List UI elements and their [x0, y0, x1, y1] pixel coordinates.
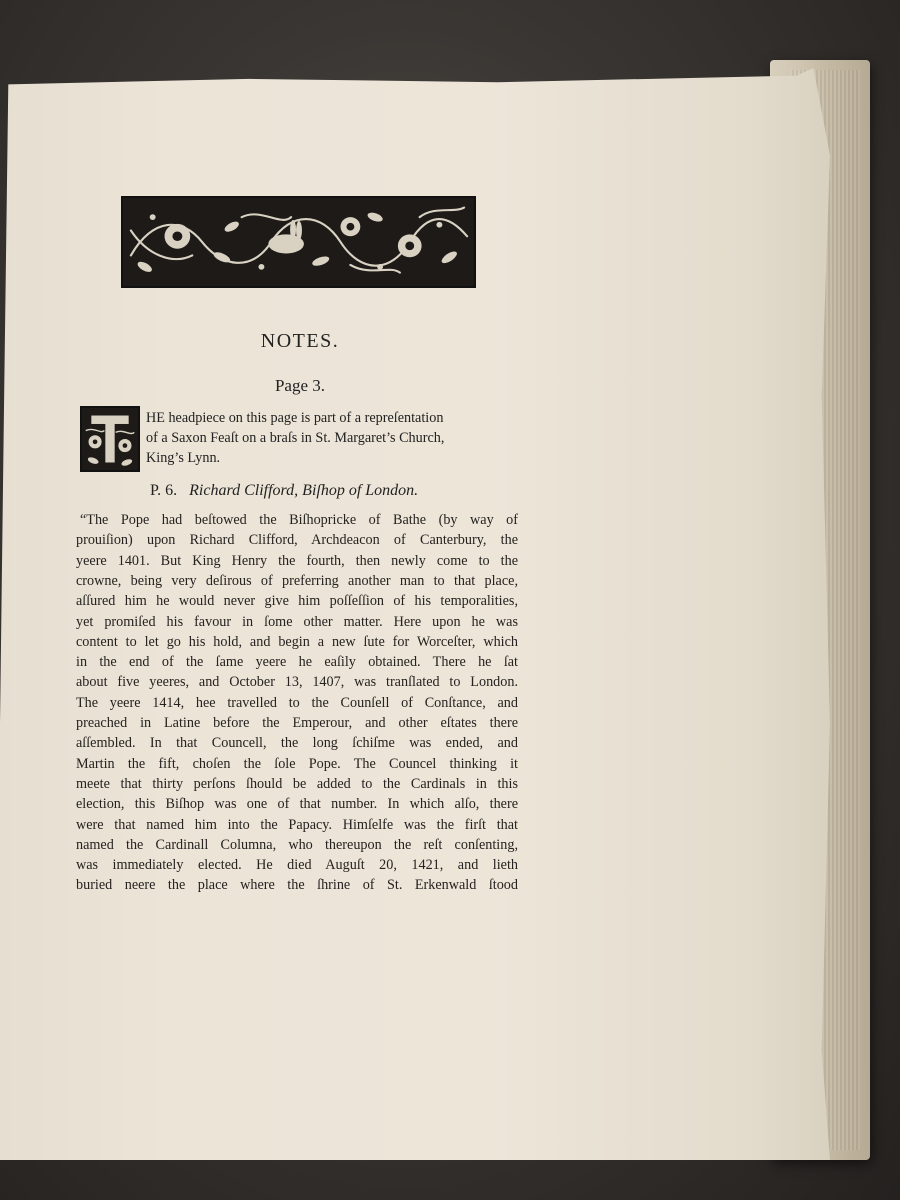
- intro-line: King’s Lynn.: [146, 450, 221, 466]
- intro-line: HE headpiece on this page is part of a repreſentation: [146, 410, 444, 426]
- body-line: yeere 1401. But King Henry the fourth, then newly come to the: [76, 552, 518, 569]
- body-line: in the end of the ſame yeere he eaſily obtained. There he ſat: [76, 654, 518, 671]
- body-line: The yeere 1414, hee travelled to the Counſell of Conſtance, and: [76, 694, 518, 711]
- body-line: crowne, being very deſirous of preferring another man to that place,: [76, 572, 518, 589]
- body-line: named the Cardinall Columna, who thereupon the reſt conſenting,: [76, 836, 518, 853]
- body-line: yet promiſed his favour in ſome other matter. Here upon he was: [76, 613, 518, 630]
- body-line: meete that thirty perſons ſhould be added to the Cardinals in this: [76, 775, 518, 792]
- intro-line: of a Saxon Feaſt on a braſs in St. Margaret’s Church,: [146, 430, 445, 446]
- drop-cap-t-ornament: [80, 406, 140, 472]
- body-line: about five yeeres, and October 13, 1407, was tranſlated to London.: [76, 674, 518, 691]
- body-line: Martin the fift, choſen the ſole Pope. The Councel thinking it: [76, 755, 518, 772]
- body-line: was immediately elected. He died Auguſt 20, 1421, and lieth: [76, 857, 518, 874]
- body-line: aſſured him he would never give him poſſeſſion of his temporalities,: [76, 593, 518, 610]
- body-line: election, this Biſhop was one of that number. In which alſo, there: [76, 796, 518, 813]
- body-line: were that named him into the Papacy. Himſelfe was the firſt that: [76, 816, 518, 833]
- page-heading: Page 3.: [274, 376, 326, 395]
- body-line: prouiſion) upon Richard Clifford, Archdeacon of Canterbury, the: [76, 532, 518, 549]
- body-line: aſſembled. In that Councell, the long ſchiſme was ended, and: [76, 735, 518, 752]
- body-line: buried neere the place where the ſhrine of St. Erkenwald ſtood: [76, 877, 518, 894]
- section-title: Richard Clifford, Biſhop of London.: [189, 482, 419, 499]
- section-prefix: P. 6.: [150, 482, 178, 499]
- body-line: “The Pope had beſtowed the Biſhopricke of Bathe (by way of: [80, 512, 518, 528]
- ornamental-headpiece: [121, 196, 476, 288]
- body-line: content to let go his hold, and begin a new ſute for Worceſter, which: [76, 633, 518, 650]
- body-line: preached in Latine before the Emperour, and other eſtates there: [76, 715, 518, 731]
- notes-title: NOTES.: [260, 330, 340, 352]
- section-heading: [150, 482, 418, 500]
